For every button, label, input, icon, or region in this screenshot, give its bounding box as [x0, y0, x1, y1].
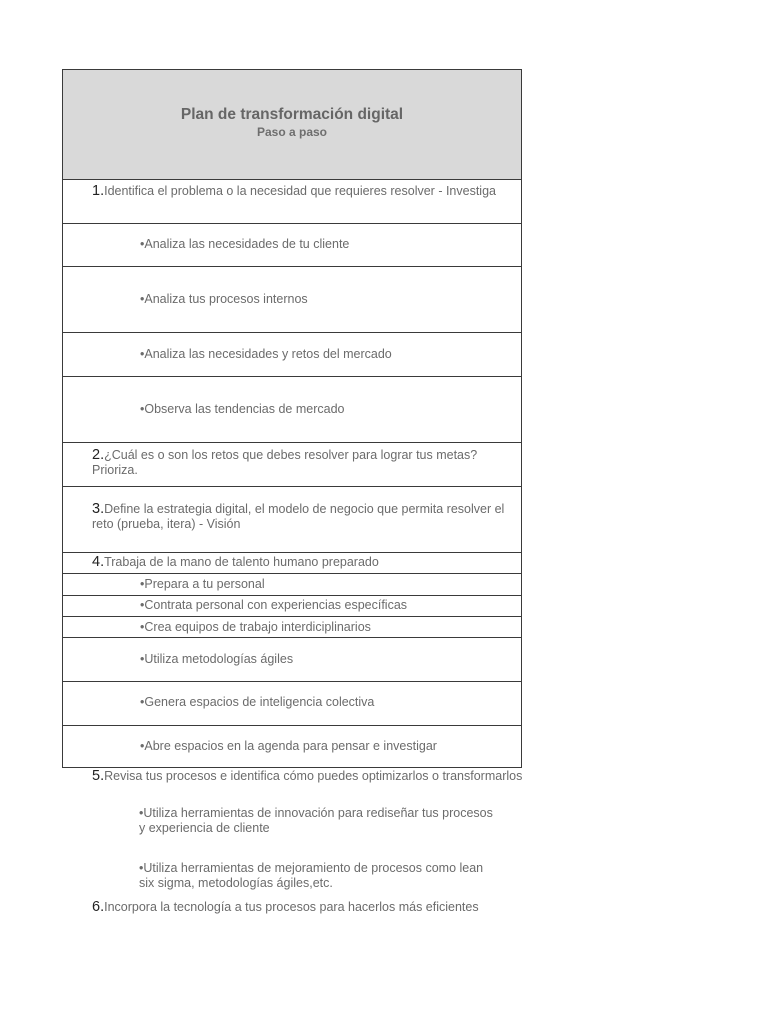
- table-header: [63, 70, 521, 180]
- bullet-item: •Analiza tus procesos internos: [140, 292, 308, 306]
- step-1-text: [92, 184, 517, 199]
- step-label: Revisa tus procesos e identifica cómo puedes optimizarlos o transformarlos: [104, 769, 522, 783]
- bullet-item: •Utiliza metodologías ágiles: [140, 652, 294, 666]
- step-number: 3.: [92, 501, 105, 517]
- bullet-item: •Crea equipos de trabajo interdiciplinarios: [140, 620, 371, 634]
- step-2-text: [92, 448, 517, 478]
- list-item: [63, 638, 521, 682]
- step-number: 1.: [92, 183, 105, 199]
- bullet-item: •Observa las tendencias de mercado: [140, 402, 345, 416]
- step-6-text: [92, 900, 522, 915]
- list-item: [63, 574, 521, 596]
- bullet-item: •Genera espacios de inteligencia colectiva: [140, 695, 375, 709]
- bullet-item: •Utiliza herramientas de innovación para rediseñar tus procesos y experiencia de cliente: [139, 806, 493, 835]
- step-5-text: [92, 769, 522, 784]
- plan-table: [62, 69, 522, 768]
- list-item: [63, 617, 521, 638]
- list-item: [63, 267, 521, 333]
- step-label: Incorpora la tecnología a tus procesos para hacerlos más eficientes: [104, 900, 479, 914]
- bullet-item: •Prepara a tu personal: [140, 577, 265, 591]
- step-label: Identifica el problema o la necesidad que requieres resolver - Investiga: [104, 184, 496, 198]
- list-item: [63, 333, 521, 377]
- bullet-item: •Abre espacios en la agenda para pensar e investigar: [140, 739, 437, 753]
- list-item: [63, 682, 521, 726]
- step-row-1: [63, 180, 521, 224]
- list-item: [63, 726, 521, 769]
- step-label: Define la estrategia digital, el modelo de negocio que permita resolver el reto (prueba, itera) - Visión: [92, 502, 505, 531]
- bullet-item: •Analiza las necesidades de tu cliente: [140, 237, 350, 251]
- step-row-2: [63, 443, 521, 487]
- step-label: ¿Cuál es o son los retos que debes resolver para lograr tus metas? Prioriza.: [92, 448, 478, 477]
- step-row-3: [63, 487, 521, 553]
- step-number: 2.: [92, 447, 105, 463]
- step-3-text: [92, 502, 517, 532]
- page-title: Plan de transformación digital: [180, 106, 404, 123]
- step-number: 6.: [92, 900, 105, 915]
- list-item: [63, 596, 521, 617]
- list-item: [63, 377, 521, 443]
- bullet-item: •Analiza las necesidades y retos del mercado: [140, 347, 392, 361]
- step-label: Trabaja de la mano de talento humano preparado: [104, 555, 379, 569]
- bullet-item: •Utiliza herramientas de mejoramiento de procesos como lean six sigma, metodologías ágiles,etc.: [139, 861, 484, 890]
- page-subtitle: Paso a paso: [256, 125, 328, 139]
- bullet-item: •Contrata personal con experiencias específicas: [140, 598, 408, 612]
- step-4-text: [92, 555, 517, 570]
- list-item: [63, 224, 521, 267]
- step-row-4: [63, 553, 521, 574]
- step-number: 5.: [92, 769, 105, 784]
- step-number: 4.: [92, 554, 105, 570]
